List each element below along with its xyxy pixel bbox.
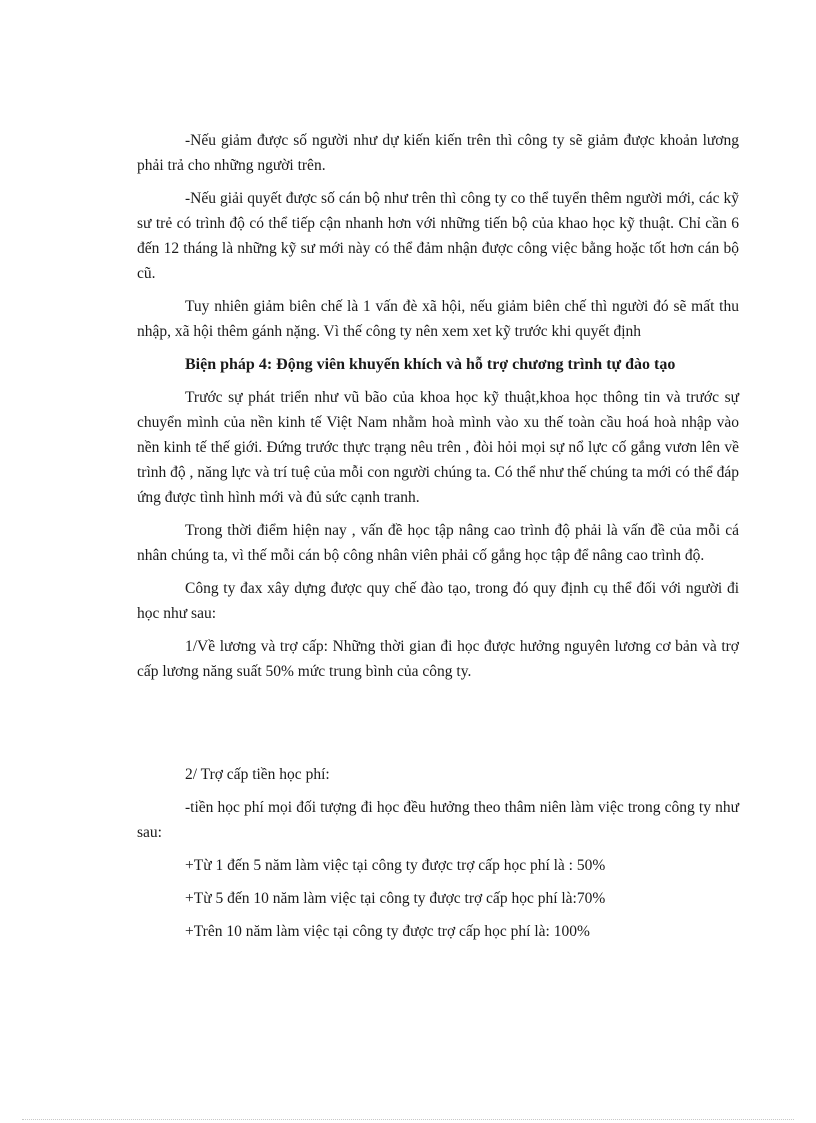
paragraph-reduce-staff: -Nếu giảm được số người như dự kiến kiến trên thì công ty sẽ giảm được khoản lương phải trả cho những người trên. <box>137 132 739 174</box>
paragraph-salary-allowance: 1/Về lương và trợ cấp: Những thời gian đi học được hưởng nguyên lương cơ bản và trợ cấp lương năng suất 50% mức trung bình của công ty. <box>137 638 739 680</box>
document-page <box>137 128 739 952</box>
blank-gap <box>137 692 739 762</box>
paragraph-hire-new: -Nếu giải quyết được số cán bộ như trên thì công ty co thể tuyển thêm người mới, các kỹ sư trẻ có trình độ có thể tiếp cận nhanh hơn với những tiến bộ của khao học kỹ thuật. Chỉ cần 6 đến 12 tháng là những kỹ sư mới này có thể đảm nhận được công việc bằng hoặc tốt hơn cán bộ cũ. <box>137 190 739 282</box>
page-bottom-divider <box>22 1119 794 1120</box>
paragraph-study-now: Trong thời điểm hiện nay , vấn đề học tập nâng cao trình độ phải là vấn đề của mỗi cá nhân chúng ta, vì thế mỗi cán bộ công nhân viên phải cố gắng học tập để nâng cao trình độ. <box>137 522 739 564</box>
paragraph-training-regulation: Công ty đax xây dựng được quy chế đào tạo, trong đó quy định cụ thể đối với người đi học như sau: <box>137 580 739 622</box>
paragraph-tuition-seniority: -tiền học phí mọi đối tượng đi học đều hưởng theo thâm niên làm việc trong công ty như sau: <box>137 799 739 841</box>
paragraph-social-issue: Tuy nhiên giảm biên chế là 1 vấn đè xã hội, nếu giảm biên chế thì người đó sẽ mất thu nhập, xã hội thêm gánh nặng. Vì thế công ty nên xem xet kỹ trước khi quyết định <box>137 298 739 340</box>
paragraph-tech-development: Trước sự phát triển như vũ bão của khoa học kỹ thuật,khoa học thông tin và trước sự chuyển mình của nền kinh tế Việt Nam nhằm hoà mình vào xu thế toàn cầu hoá hoà nhập vào nền kinh tế thế giới. Đứng trước thực trạng nêu trên , đòi hỏi mọi sự nổ lực cố gắng vươn lên về trình độ , năng lực và trí tuệ của mỗi con người chúng ta. Có thể như thế chúng ta mới có thể đáp ứng được tình hình mới và đủ sức cạnh tranh. <box>137 389 739 506</box>
list-item-tuition-5-10: +Từ 5 đến 10 năm làm việc tại công ty được trợ cấp học phí là:70% <box>185 890 606 907</box>
section-heading: Biện pháp 4: Động viên khuyến khích và hỗ trợ chương trình tự đào tạo <box>185 356 676 373</box>
paragraph-tuition-title: 2/ Trợ cấp tiền học phí: <box>185 766 330 783</box>
list-item-tuition-1-5: +Từ 1 đến 5 năm làm việc tại công ty được trợ cấp học phí là : 50% <box>185 857 606 874</box>
list-item-tuition-over-10: +Trên 10 năm làm việc tại công ty được trợ cấp học phí là: 100% <box>185 923 590 940</box>
